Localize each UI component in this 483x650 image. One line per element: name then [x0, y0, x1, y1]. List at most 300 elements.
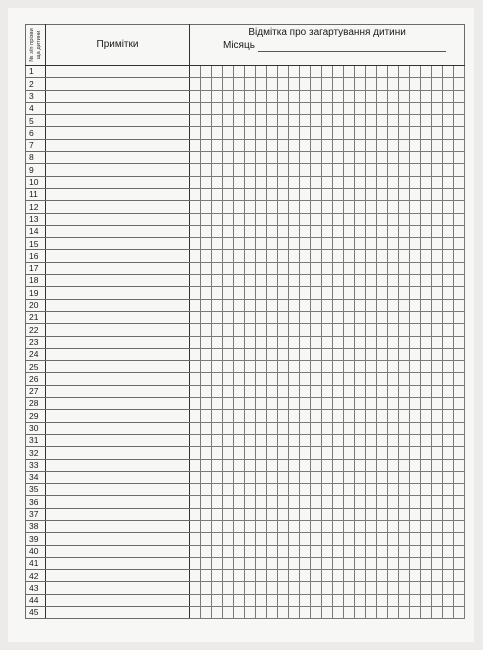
mark-cell[interactable] — [333, 115, 344, 127]
mark-cell[interactable] — [234, 594, 245, 606]
mark-cell[interactable] — [234, 385, 245, 397]
mark-cell[interactable] — [190, 607, 201, 619]
mark-cell[interactable] — [443, 238, 454, 250]
mark-cell[interactable] — [333, 607, 344, 619]
mark-cell[interactable] — [377, 102, 388, 114]
mark-cell[interactable] — [223, 607, 234, 619]
mark-cell[interactable] — [267, 361, 278, 373]
mark-cell[interactable] — [333, 398, 344, 410]
mark-cell[interactable] — [190, 250, 201, 262]
mark-cell[interactable] — [421, 102, 432, 114]
mark-cell[interactable] — [201, 607, 212, 619]
mark-cell[interactable] — [322, 201, 333, 213]
mark-cell[interactable] — [344, 582, 355, 594]
mark-cell[interactable] — [355, 361, 366, 373]
mark-cell[interactable] — [245, 594, 256, 606]
mark-cell[interactable] — [421, 238, 432, 250]
mark-cell[interactable] — [355, 385, 366, 397]
notes-cell[interactable] — [46, 213, 190, 225]
mark-cell[interactable] — [443, 496, 454, 508]
mark-cell[interactable] — [344, 299, 355, 311]
mark-cell[interactable] — [256, 213, 267, 225]
mark-cell[interactable] — [366, 385, 377, 397]
mark-cell[interactable] — [388, 225, 399, 237]
mark-cell[interactable] — [355, 213, 366, 225]
mark-cell[interactable] — [454, 299, 465, 311]
notes-cell[interactable] — [46, 164, 190, 176]
mark-cell[interactable] — [256, 422, 267, 434]
mark-cell[interactable] — [454, 484, 465, 496]
mark-cell[interactable] — [421, 496, 432, 508]
mark-cell[interactable] — [432, 484, 443, 496]
mark-cell[interactable] — [190, 176, 201, 188]
mark-cell[interactable] — [377, 398, 388, 410]
mark-cell[interactable] — [344, 139, 355, 151]
mark-cell[interactable] — [311, 348, 322, 360]
mark-cell[interactable] — [388, 557, 399, 569]
mark-cell[interactable] — [443, 66, 454, 78]
mark-cell[interactable] — [289, 176, 300, 188]
mark-cell[interactable] — [377, 188, 388, 200]
mark-cell[interactable] — [443, 176, 454, 188]
mark-cell[interactable] — [311, 188, 322, 200]
mark-cell[interactable] — [454, 66, 465, 78]
mark-cell[interactable] — [421, 398, 432, 410]
mark-cell[interactable] — [388, 262, 399, 274]
mark-cell[interactable] — [201, 373, 212, 385]
mark-cell[interactable] — [443, 459, 454, 471]
mark-cell[interactable] — [388, 496, 399, 508]
mark-cell[interactable] — [377, 496, 388, 508]
mark-cell[interactable] — [234, 299, 245, 311]
mark-cell[interactable] — [267, 557, 278, 569]
mark-cell[interactable] — [300, 139, 311, 151]
mark-cell[interactable] — [388, 582, 399, 594]
notes-cell[interactable] — [46, 459, 190, 471]
mark-cell[interactable] — [234, 398, 245, 410]
mark-cell[interactable] — [432, 164, 443, 176]
mark-cell[interactable] — [300, 213, 311, 225]
mark-cell[interactable] — [256, 361, 267, 373]
mark-cell[interactable] — [267, 533, 278, 545]
mark-cell[interactable] — [223, 533, 234, 545]
mark-cell[interactable] — [432, 225, 443, 237]
mark-cell[interactable] — [443, 385, 454, 397]
mark-cell[interactable] — [322, 238, 333, 250]
mark-cell[interactable] — [322, 594, 333, 606]
mark-cell[interactable] — [223, 508, 234, 520]
mark-cell[interactable] — [366, 582, 377, 594]
mark-cell[interactable] — [311, 78, 322, 90]
mark-cell[interactable] — [223, 127, 234, 139]
mark-cell[interactable] — [267, 385, 278, 397]
mark-cell[interactable] — [377, 471, 388, 483]
mark-cell[interactable] — [333, 164, 344, 176]
notes-cell[interactable] — [46, 250, 190, 262]
mark-cell[interactable] — [212, 336, 223, 348]
mark-cell[interactable] — [256, 90, 267, 102]
mark-cell[interactable] — [355, 164, 366, 176]
mark-cell[interactable] — [289, 299, 300, 311]
mark-cell[interactable] — [355, 570, 366, 582]
mark-cell[interactable] — [201, 311, 212, 323]
mark-cell[interactable] — [311, 594, 322, 606]
mark-cell[interactable] — [278, 434, 289, 446]
mark-cell[interactable] — [322, 127, 333, 139]
mark-cell[interactable] — [344, 594, 355, 606]
mark-cell[interactable] — [388, 373, 399, 385]
mark-cell[interactable] — [245, 533, 256, 545]
mark-cell[interactable] — [212, 484, 223, 496]
mark-cell[interactable] — [278, 422, 289, 434]
mark-cell[interactable] — [432, 262, 443, 274]
mark-cell[interactable] — [267, 152, 278, 164]
mark-cell[interactable] — [234, 447, 245, 459]
mark-cell[interactable] — [333, 213, 344, 225]
mark-cell[interactable] — [201, 398, 212, 410]
mark-cell[interactable] — [432, 152, 443, 164]
mark-cell[interactable] — [377, 299, 388, 311]
mark-cell[interactable] — [256, 459, 267, 471]
mark-cell[interactable] — [212, 582, 223, 594]
mark-cell[interactable] — [201, 410, 212, 422]
mark-cell[interactable] — [223, 447, 234, 459]
mark-cell[interactable] — [223, 262, 234, 274]
mark-cell[interactable] — [333, 102, 344, 114]
mark-cell[interactable] — [421, 201, 432, 213]
mark-cell[interactable] — [256, 66, 267, 78]
mark-cell[interactable] — [454, 115, 465, 127]
notes-cell[interactable] — [46, 336, 190, 348]
mark-cell[interactable] — [289, 508, 300, 520]
mark-cell[interactable] — [322, 434, 333, 446]
mark-cell[interactable] — [377, 139, 388, 151]
mark-cell[interactable] — [212, 570, 223, 582]
mark-cell[interactable] — [190, 373, 201, 385]
mark-cell[interactable] — [388, 594, 399, 606]
mark-cell[interactable] — [278, 311, 289, 323]
mark-cell[interactable] — [278, 385, 289, 397]
mark-cell[interactable] — [267, 582, 278, 594]
mark-cell[interactable] — [322, 90, 333, 102]
mark-cell[interactable] — [212, 238, 223, 250]
mark-cell[interactable] — [355, 324, 366, 336]
notes-cell[interactable] — [46, 361, 190, 373]
mark-cell[interactable] — [322, 139, 333, 151]
mark-cell[interactable] — [201, 287, 212, 299]
mark-cell[interactable] — [421, 533, 432, 545]
mark-cell[interactable] — [267, 102, 278, 114]
mark-cell[interactable] — [311, 127, 322, 139]
mark-cell[interactable] — [300, 275, 311, 287]
mark-cell[interactable] — [322, 287, 333, 299]
mark-cell[interactable] — [454, 275, 465, 287]
mark-cell[interactable] — [267, 188, 278, 200]
mark-cell[interactable] — [190, 127, 201, 139]
mark-cell[interactable] — [311, 570, 322, 582]
mark-cell[interactable] — [399, 410, 410, 422]
mark-cell[interactable] — [388, 385, 399, 397]
mark-cell[interactable] — [300, 262, 311, 274]
mark-cell[interactable] — [421, 434, 432, 446]
mark-cell[interactable] — [388, 410, 399, 422]
mark-cell[interactable] — [278, 361, 289, 373]
mark-cell[interactable] — [267, 336, 278, 348]
mark-cell[interactable] — [366, 225, 377, 237]
mark-cell[interactable] — [234, 557, 245, 569]
mark-cell[interactable] — [421, 471, 432, 483]
mark-cell[interactable] — [421, 570, 432, 582]
notes-cell[interactable] — [46, 115, 190, 127]
mark-cell[interactable] — [311, 201, 322, 213]
mark-cell[interactable] — [410, 582, 421, 594]
mark-cell[interactable] — [245, 508, 256, 520]
mark-cell[interactable] — [245, 139, 256, 151]
mark-cell[interactable] — [212, 262, 223, 274]
mark-cell[interactable] — [289, 545, 300, 557]
notes-cell[interactable] — [46, 238, 190, 250]
mark-cell[interactable] — [311, 115, 322, 127]
mark-cell[interactable] — [366, 557, 377, 569]
mark-cell[interactable] — [289, 471, 300, 483]
mark-cell[interactable] — [256, 570, 267, 582]
mark-cell[interactable] — [399, 422, 410, 434]
mark-cell[interactable] — [421, 299, 432, 311]
mark-cell[interactable] — [190, 275, 201, 287]
mark-cell[interactable] — [410, 336, 421, 348]
mark-cell[interactable] — [256, 520, 267, 532]
mark-cell[interactable] — [333, 299, 344, 311]
mark-cell[interactable] — [322, 471, 333, 483]
mark-cell[interactable] — [201, 299, 212, 311]
mark-cell[interactable] — [366, 324, 377, 336]
mark-cell[interactable] — [432, 250, 443, 262]
mark-cell[interactable] — [443, 336, 454, 348]
mark-cell[interactable] — [443, 311, 454, 323]
mark-cell[interactable] — [190, 422, 201, 434]
mark-cell[interactable] — [245, 422, 256, 434]
mark-cell[interactable] — [443, 484, 454, 496]
mark-cell[interactable] — [234, 127, 245, 139]
mark-cell[interactable] — [366, 213, 377, 225]
mark-cell[interactable] — [377, 520, 388, 532]
mark-cell[interactable] — [322, 607, 333, 619]
mark-cell[interactable] — [399, 520, 410, 532]
mark-cell[interactable] — [300, 398, 311, 410]
mark-cell[interactable] — [234, 607, 245, 619]
mark-cell[interactable] — [289, 422, 300, 434]
mark-cell[interactable] — [443, 570, 454, 582]
mark-cell[interactable] — [278, 484, 289, 496]
mark-cell[interactable] — [344, 508, 355, 520]
mark-cell[interactable] — [410, 225, 421, 237]
mark-cell[interactable] — [410, 422, 421, 434]
mark-cell[interactable] — [322, 373, 333, 385]
mark-cell[interactable] — [421, 225, 432, 237]
mark-cell[interactable] — [344, 398, 355, 410]
notes-cell[interactable] — [46, 398, 190, 410]
mark-cell[interactable] — [454, 398, 465, 410]
mark-cell[interactable] — [344, 373, 355, 385]
mark-cell[interactable] — [421, 127, 432, 139]
mark-cell[interactable] — [190, 90, 201, 102]
mark-cell[interactable] — [399, 238, 410, 250]
mark-cell[interactable] — [388, 275, 399, 287]
mark-cell[interactable] — [421, 594, 432, 606]
mark-cell[interactable] — [256, 385, 267, 397]
mark-cell[interactable] — [366, 176, 377, 188]
mark-cell[interactable] — [432, 201, 443, 213]
mark-cell[interactable] — [344, 557, 355, 569]
mark-cell[interactable] — [212, 348, 223, 360]
notes-cell[interactable] — [46, 90, 190, 102]
mark-cell[interactable] — [410, 115, 421, 127]
mark-cell[interactable] — [289, 570, 300, 582]
mark-cell[interactable] — [388, 238, 399, 250]
mark-cell[interactable] — [355, 348, 366, 360]
mark-cell[interactable] — [234, 545, 245, 557]
mark-cell[interactable] — [289, 213, 300, 225]
mark-cell[interactable] — [289, 520, 300, 532]
mark-cell[interactable] — [223, 164, 234, 176]
mark-cell[interactable] — [355, 78, 366, 90]
mark-cell[interactable] — [212, 275, 223, 287]
mark-cell[interactable] — [223, 213, 234, 225]
notes-cell[interactable] — [46, 78, 190, 90]
mark-cell[interactable] — [267, 471, 278, 483]
mark-cell[interactable] — [311, 373, 322, 385]
notes-cell[interactable] — [46, 533, 190, 545]
mark-cell[interactable] — [245, 434, 256, 446]
mark-cell[interactable] — [289, 385, 300, 397]
mark-cell[interactable] — [223, 66, 234, 78]
mark-cell[interactable] — [267, 570, 278, 582]
mark-cell[interactable] — [388, 607, 399, 619]
mark-cell[interactable] — [388, 484, 399, 496]
mark-cell[interactable] — [245, 115, 256, 127]
mark-cell[interactable] — [311, 176, 322, 188]
mark-cell[interactable] — [201, 139, 212, 151]
mark-cell[interactable] — [234, 139, 245, 151]
mark-cell[interactable] — [278, 582, 289, 594]
mark-cell[interactable] — [267, 311, 278, 323]
mark-cell[interactable] — [443, 299, 454, 311]
mark-cell[interactable] — [212, 127, 223, 139]
mark-cell[interactable] — [366, 533, 377, 545]
mark-cell[interactable] — [399, 434, 410, 446]
mark-cell[interactable] — [432, 336, 443, 348]
mark-cell[interactable] — [190, 225, 201, 237]
mark-cell[interactable] — [234, 275, 245, 287]
mark-cell[interactable] — [443, 127, 454, 139]
mark-cell[interactable] — [256, 471, 267, 483]
mark-cell[interactable] — [421, 520, 432, 532]
mark-cell[interactable] — [223, 238, 234, 250]
mark-cell[interactable] — [432, 176, 443, 188]
mark-cell[interactable] — [311, 385, 322, 397]
mark-cell[interactable] — [278, 557, 289, 569]
mark-cell[interactable] — [333, 557, 344, 569]
mark-cell[interactable] — [322, 385, 333, 397]
mark-cell[interactable] — [366, 152, 377, 164]
mark-cell[interactable] — [201, 385, 212, 397]
mark-cell[interactable] — [421, 447, 432, 459]
mark-cell[interactable] — [300, 115, 311, 127]
mark-cell[interactable] — [443, 201, 454, 213]
mark-cell[interactable] — [201, 545, 212, 557]
mark-cell[interactable] — [454, 262, 465, 274]
mark-cell[interactable] — [333, 545, 344, 557]
mark-cell[interactable] — [443, 287, 454, 299]
mark-cell[interactable] — [212, 201, 223, 213]
mark-cell[interactable] — [377, 225, 388, 237]
mark-cell[interactable] — [399, 262, 410, 274]
mark-cell[interactable] — [399, 287, 410, 299]
mark-cell[interactable] — [223, 324, 234, 336]
mark-cell[interactable] — [245, 496, 256, 508]
mark-cell[interactable] — [278, 152, 289, 164]
mark-cell[interactable] — [223, 139, 234, 151]
mark-cell[interactable] — [256, 275, 267, 287]
mark-cell[interactable] — [300, 66, 311, 78]
mark-cell[interactable] — [289, 533, 300, 545]
mark-cell[interactable] — [190, 496, 201, 508]
mark-cell[interactable] — [245, 238, 256, 250]
mark-cell[interactable] — [278, 607, 289, 619]
mark-cell[interactable] — [267, 434, 278, 446]
mark-cell[interactable] — [454, 324, 465, 336]
mark-cell[interactable] — [333, 582, 344, 594]
mark-cell[interactable] — [256, 557, 267, 569]
mark-cell[interactable] — [300, 361, 311, 373]
mark-cell[interactable] — [388, 250, 399, 262]
mark-cell[interactable] — [223, 361, 234, 373]
mark-cell[interactable] — [432, 238, 443, 250]
mark-cell[interactable] — [234, 582, 245, 594]
mark-cell[interactable] — [432, 361, 443, 373]
mark-cell[interactable] — [223, 188, 234, 200]
mark-cell[interactable] — [399, 385, 410, 397]
notes-cell[interactable] — [46, 299, 190, 311]
mark-cell[interactable] — [421, 188, 432, 200]
mark-cell[interactable] — [278, 78, 289, 90]
mark-cell[interactable] — [234, 213, 245, 225]
mark-cell[interactable] — [223, 90, 234, 102]
mark-cell[interactable] — [410, 471, 421, 483]
mark-cell[interactable] — [421, 348, 432, 360]
mark-cell[interactable] — [234, 336, 245, 348]
mark-cell[interactable] — [245, 557, 256, 569]
mark-cell[interactable] — [454, 90, 465, 102]
mark-cell[interactable] — [223, 176, 234, 188]
mark-cell[interactable] — [388, 398, 399, 410]
mark-cell[interactable] — [256, 164, 267, 176]
mark-cell[interactable] — [256, 139, 267, 151]
notes-cell[interactable] — [46, 324, 190, 336]
mark-cell[interactable] — [201, 434, 212, 446]
mark-cell[interactable] — [201, 66, 212, 78]
mark-cell[interactable] — [300, 238, 311, 250]
mark-cell[interactable] — [399, 102, 410, 114]
mark-cell[interactable] — [454, 471, 465, 483]
mark-cell[interactable] — [443, 90, 454, 102]
mark-cell[interactable] — [410, 287, 421, 299]
mark-cell[interactable] — [300, 570, 311, 582]
mark-cell[interactable] — [432, 447, 443, 459]
notes-cell[interactable] — [46, 520, 190, 532]
mark-cell[interactable] — [267, 459, 278, 471]
mark-cell[interactable] — [366, 102, 377, 114]
